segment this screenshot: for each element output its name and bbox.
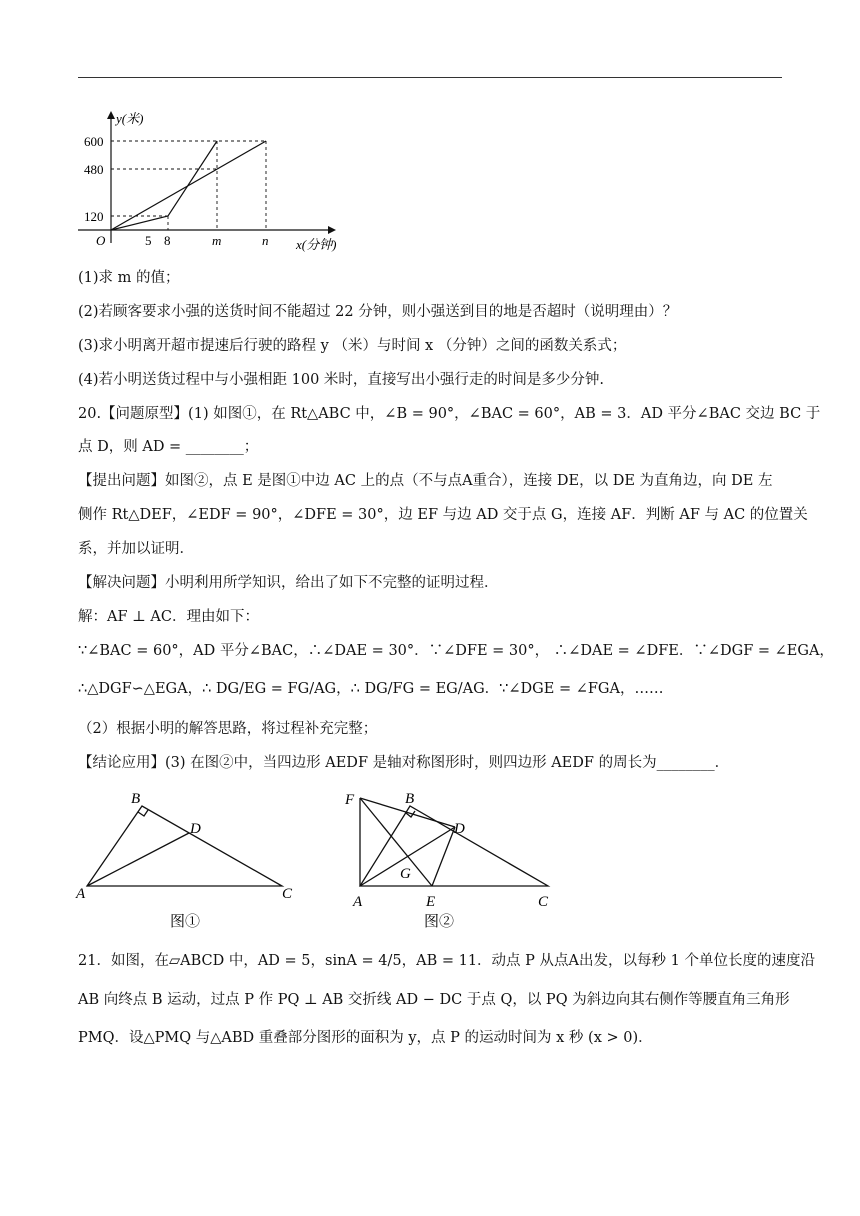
q20-line9: ∴△DGF∽△EGA，∴ DG/EG = FG/AG，∴ DG/FG = EG/AG．∵∠DGE = ∠FGA，…… [78, 681, 664, 697]
q19-part2: (2)若顾客要求小强的送货时间不能超过 22 分钟，则小强送到目的地是否超时（说明理由）？ [78, 304, 678, 320]
x-tick-n: n [262, 233, 269, 248]
x-axis-label: x(分钟) [296, 237, 337, 252]
fig1-label-C: C [282, 886, 293, 902]
q20-line11: 【结论应用】(3) 在图②中，当四边形 AEDF 是轴对称图形时，则四边形 AEDF 的周长为________． [78, 755, 730, 771]
q20-line4: 侧作 Rt△DEF，∠EDF = 90°，∠DFE = 30°，边 EF 与边 AD 交于点 G，连接 AF．判断 AF 与 AC 的位置关 [78, 507, 808, 523]
fig2-label-A: A [353, 894, 363, 910]
y-tick-120: 120 [84, 209, 104, 224]
q21-line2: AB 向终点 B 运动，过点 P 作 PQ ⊥ AB 交折线 AD − DC 于点 Q，以 PQ 为斜边向其右侧作等腰直角三角形 [78, 992, 790, 1008]
q19-part1: (1)求 m 的值； [78, 270, 180, 286]
figure-1 [72, 786, 312, 936]
q20-line1: 20.【问题原型】(1) 如图①，在 Rt△ABC 中，∠B = 90°，∠BAC = 60°，AB = 3．AD 平分∠BAC 交边 BC 于 [78, 406, 821, 422]
q20-line10: （2）根据小明的解答思路，将过程补充完整； [78, 721, 378, 737]
q20-line8: ∵∠BAC = 60°，AD 平分∠BAC，∴∠DAE = 30°．∵∠DFE = 30°， ∴∠DAE = ∠DFE．∵∠DGF = ∠EGA， [78, 643, 834, 659]
fig2-label-B: B [405, 791, 415, 807]
origin-label: O [96, 233, 106, 248]
fig2-label-F: F [345, 792, 355, 808]
x-tick-5: 5 [145, 233, 152, 248]
header-rule [78, 77, 782, 78]
fig2-label-E: E [426, 894, 436, 910]
y-tick-600: 600 [84, 134, 104, 149]
fig1-label-D: D [190, 821, 201, 837]
fig2-label-C: C [538, 894, 549, 910]
fig1-caption: 图① [170, 914, 201, 930]
q21-line3: PMQ．设△PMQ 与△ABD 重叠部分图形的面积为 y，点 P 的运动时间为 x 秒 (x > 0)． [78, 1030, 653, 1046]
figure-2 [340, 786, 570, 936]
fig2-label-D: D [454, 821, 465, 837]
q19-part3: (3)求小明离开超市提速后行驶的路程 y （米）与时间 x （分钟）之间的函数关系式； [78, 338, 627, 354]
q20-line5: 系，并加以证明． [78, 541, 194, 557]
q20-line2: 点 D，则 AD = ________； [78, 439, 259, 455]
fig2-label-G: G [400, 866, 411, 882]
y-tick-480: 480 [84, 162, 104, 177]
fig1-label-B: B [131, 791, 141, 807]
fig2-caption: 图② [424, 914, 455, 930]
x-tick-8: 8 [164, 233, 171, 248]
q19-part4: (4)若小明送货过程中与小强相距 100 米时，直接写出小强行走的时间是多少分钟. [78, 372, 605, 388]
q20-line3: 【提出问题】如图②，点 E 是图①中边 AC 上的点（不与点A重合），连接 DE，以 DE 为直角边，向 DE 左 [78, 473, 773, 489]
x-tick-m: m [212, 233, 222, 248]
distance-time-graph [70, 105, 360, 255]
q20-line6: 【解决问题】小明利用所学知识，给出了如下不完整的证明过程． [78, 575, 499, 591]
fig1-label-A: A [76, 886, 86, 902]
q20-line7: 解：AF ⊥ AC．理由如下： [78, 609, 259, 625]
q21-line1: 21．如图，在▱ABCD 中，AD = 5，sinA = 4/5，AB = 11．动点 P 从点A出发，以每秒 1 个单位长度的速度沿 [78, 953, 815, 969]
y-axis-label: y(米) [116, 111, 144, 126]
